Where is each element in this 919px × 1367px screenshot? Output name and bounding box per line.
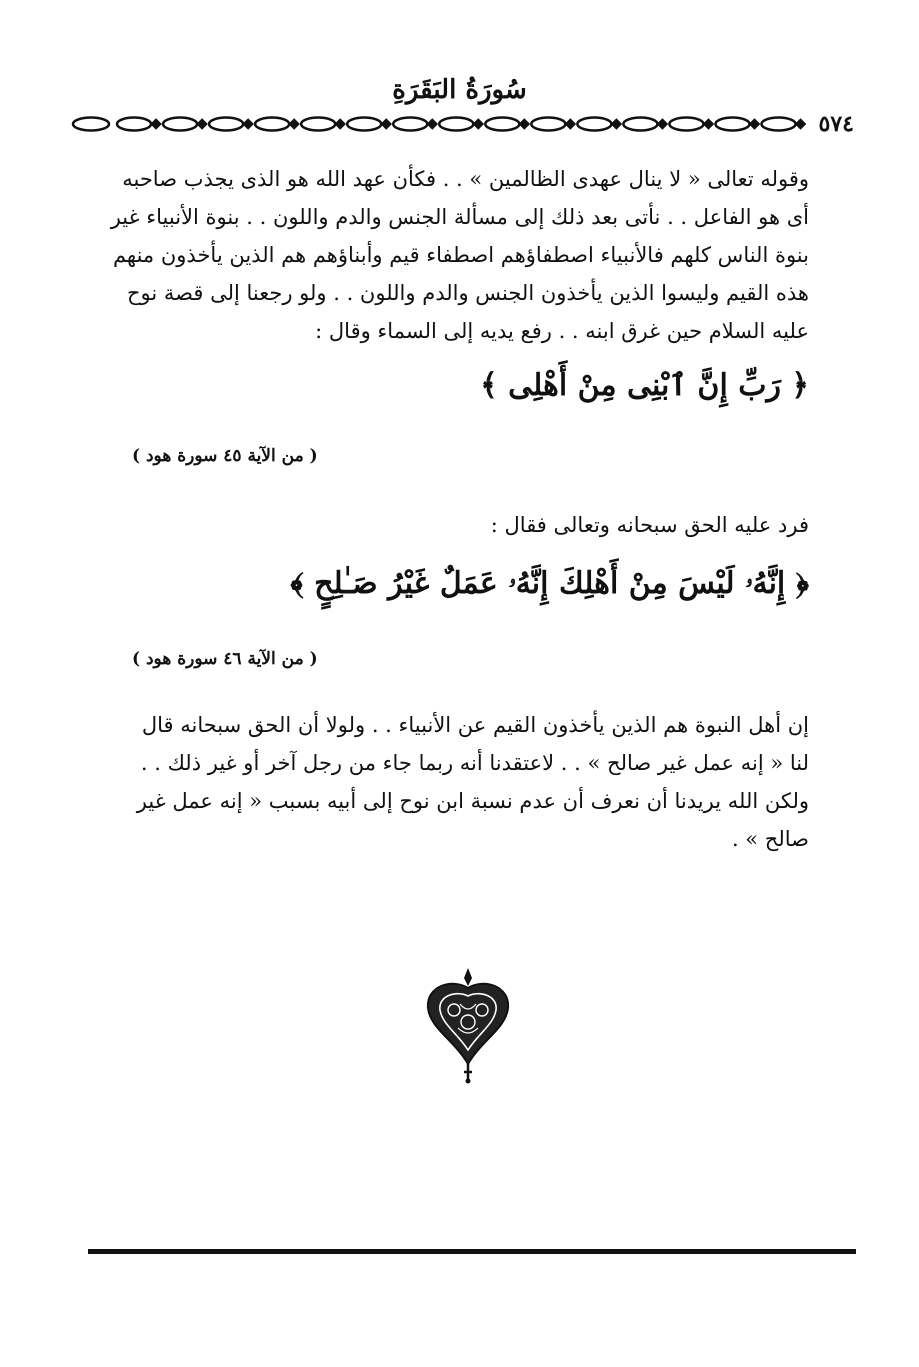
border-oval	[301, 118, 335, 131]
paragraph-2	[103, 506, 809, 544]
border-oval	[623, 118, 657, 131]
text-line: فرد عليه الحق سبحانه وتعالى فقال :	[490, 513, 809, 537]
border-diamond	[244, 120, 252, 128]
border-diamond	[428, 120, 436, 128]
border-oval	[117, 118, 151, 131]
border-diamond	[658, 120, 666, 128]
border-oval	[715, 118, 749, 131]
border-oval	[255, 118, 289, 131]
border-diamond	[612, 120, 620, 128]
bottom-rule	[88, 1249, 856, 1254]
border-diamond	[382, 120, 390, 128]
border-diamond	[704, 120, 712, 128]
border-diamond	[566, 120, 574, 128]
arabesque-ornament-icon	[424, 964, 512, 1084]
border-diamond	[290, 120, 298, 128]
header-border-row	[70, 110, 860, 138]
text-line: وقوله تعالى « لا ينال عهدى الظالمين » . . فكأن عهد الله هو الذى يجذب صاحبه	[122, 167, 809, 191]
verse-reference-2: ( من الآية ٤٦ سورة هود )	[132, 649, 318, 669]
text-line: لنا « إنه عمل غير صالح » . . لاعتقدنا أنه ربما جاء من رجل آخر أو غير ذلك . .	[140, 751, 809, 775]
text-line: عليه السلام حين غرق ابنه . . رفع يديه إلى السماء وقال :	[315, 319, 809, 343]
border-diamond	[152, 120, 160, 128]
border-oval	[577, 118, 611, 131]
quran-verse-2: ﴿ إِنَّهُۥ لَيْسَ مِنْ أَهْلِكَ إِنَّهُۥ عَمَلٌ غَيْرُ صَـٰلِحٍ ﴾	[290, 566, 809, 601]
border-oval	[393, 118, 427, 131]
border-oval	[209, 118, 243, 131]
text-line: أى هو الفاعل . . نأتى بعد ذلك إلى مسألة الجنس والدم واللون . . بنوة الأنبياء غير	[110, 205, 809, 229]
border-oval	[485, 118, 519, 131]
quran-verse-1: ﴿ رَبِّ إِنَّ ٱبْنِى مِنْ أَهْلِى ﴾	[480, 368, 809, 403]
border-diamond	[198, 120, 206, 128]
border-diamond	[336, 120, 344, 128]
border-oval	[531, 118, 565, 131]
text-line: إن أهل النبوة هم الذين يأخذون القيم عن الأنبياء . . ولولا أن الحق سبحانه قال	[141, 713, 809, 737]
border-oval	[163, 118, 197, 131]
text-line: هذه القيم وليسوا الذين يأخذون الجنس والدم واللون . . ولو رجعنا إلى قصة نوح	[126, 281, 809, 305]
border-oval	[762, 118, 796, 131]
border-oval	[439, 118, 473, 131]
paragraph-1	[103, 160, 809, 350]
text-line: صالح » .	[731, 827, 809, 851]
text-line: بنوة الناس كلهم فالأنبياء اصطفاؤهم اصطفاء قيم وأبناؤهم هم الذين يأخذون منهم	[112, 243, 809, 267]
border-diamond	[520, 120, 528, 128]
surah-header-title: سُورَةُ البَقَرَةِ	[392, 75, 527, 105]
text-line: ولكن الله يريدنا أن نعرف أن عدم نسبة ابن نوح إلى أبيه بسبب « إنه عمل غير	[136, 789, 809, 813]
border-end-icon	[70, 112, 112, 136]
verse-reference-1: ( من الآية ٤٥ سورة هود )	[132, 446, 318, 466]
border-diamond	[750, 120, 758, 128]
paragraph-3	[103, 706, 809, 858]
border-diamond	[797, 120, 805, 128]
border-diamond	[474, 120, 482, 128]
border-oval	[669, 118, 703, 131]
ornamental-border-icon	[112, 112, 813, 136]
border-oval	[347, 118, 381, 131]
page-number: ٥٧٤	[818, 111, 854, 137]
